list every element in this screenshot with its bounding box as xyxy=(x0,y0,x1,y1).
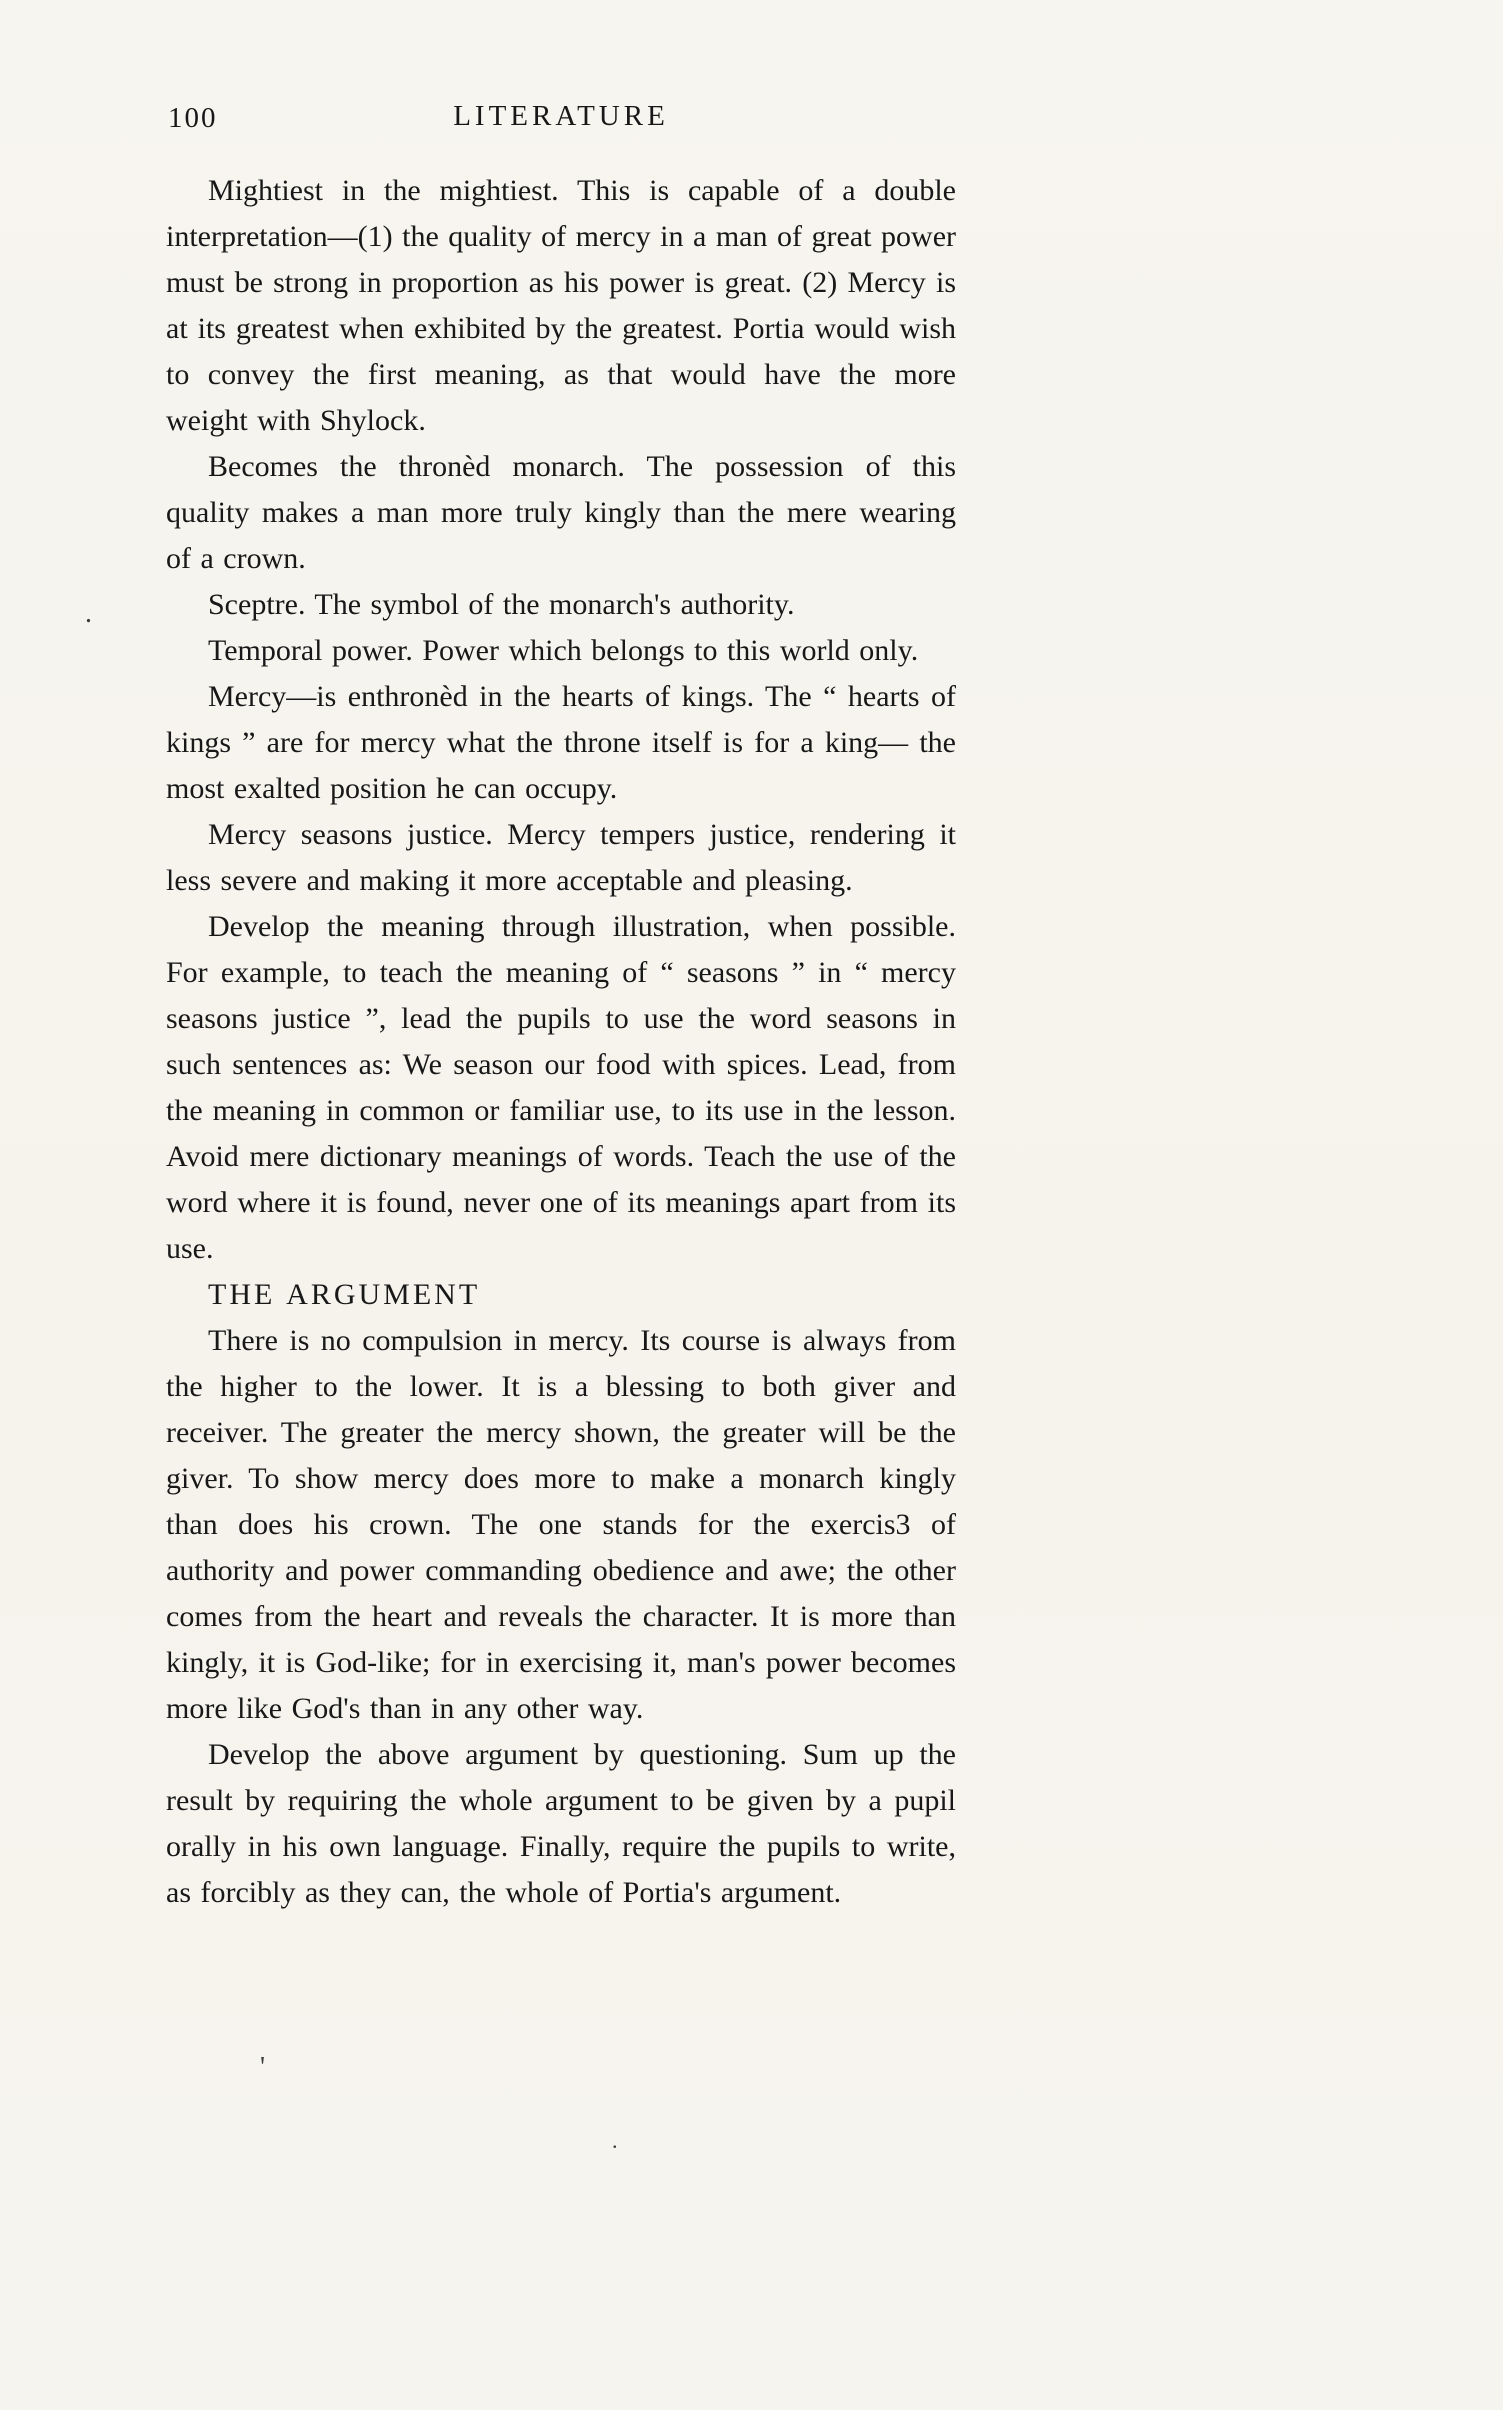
scan-artifact-stray-mark: ' xyxy=(260,2052,266,2083)
body-text xyxy=(166,168,956,1916)
paragraph-develop-argument: Develop the above argument by questioning. Sum up the result by requiring the whole argument to be given by a pupil orally in his own language. Finally, require the pupils to write, as forcibly as they can, the whole of Portia's argument. xyxy=(166,1738,956,1909)
running-header xyxy=(166,100,956,148)
paragraph-develop-meaning: Develop the meaning through illustration, when possible. For example, to teach the meaning of “ seasons ” in “ mercy seasons justice ”, lead the pupils to use the word seasons in such sentences as: We season our food with spices. Lead, from the meaning in common or familiar use, to its use in the lesson. Avoid mere dictionary meanings of words. Teach the use of the word where it is found, never one of its meanings apart from its use. xyxy=(166,910,956,1265)
paragraph-mightiest: Mightiest in the mightiest. This is capable of a double interpretation—(1) the quality of mercy in a man of great power must be strong in proportion as his power is great. (2) Mercy is at its greatest when exhibited by the greatest. Portia would wish to convey the first meaning, as that would have the more weight with Shylock. xyxy=(166,174,956,437)
text-block xyxy=(166,100,956,1916)
paragraph-hearts-of-kings: Mercy—is enthronèd in the hearts of kings. The “ hearts of kings ” are for mercy what the throne itself is for a king— the most exalted position he can occupy. xyxy=(166,680,956,805)
paragraph-temporal-power: Temporal power. Power which belongs to this world only. xyxy=(208,634,919,667)
section-heading-the-argument: THE ARGUMENT xyxy=(208,1278,481,1311)
paragraph-sceptre: Sceptre. The symbol of the monarch's authority. xyxy=(208,588,795,621)
paragraph-throned-monarch: Becomes the thronèd monarch. The possession of this quality makes a man more truly kingly than the mere wearing of a crown. xyxy=(166,450,956,575)
scan-artifact-margin-dot: . xyxy=(85,598,92,629)
paragraph-mercy-seasons-justice: Mercy seasons justice. Mercy tempers justice, rendering it less severe and making it more acceptable and pleasing. xyxy=(166,818,956,897)
running-title: LITERATURE xyxy=(453,100,669,132)
paragraph-no-compulsion: There is no compulsion in mercy. Its course is always from the higher to the lower. It is a blessing to both giver and receiver. The greater the mercy shown, the greater will be the giver. To show mercy does more to make a monarch kingly than does his crown. The one stands for the exercis3 of authority and power commanding obedience and awe; the other comes from the heart and reveals the character. It is more than kingly, it is God-like; for in exercising it, man's power becomes more like God's than in any other way. xyxy=(166,1324,956,1725)
scan-artifact-stray-dot: . xyxy=(612,2128,618,2153)
page-number: 100 xyxy=(168,102,218,134)
